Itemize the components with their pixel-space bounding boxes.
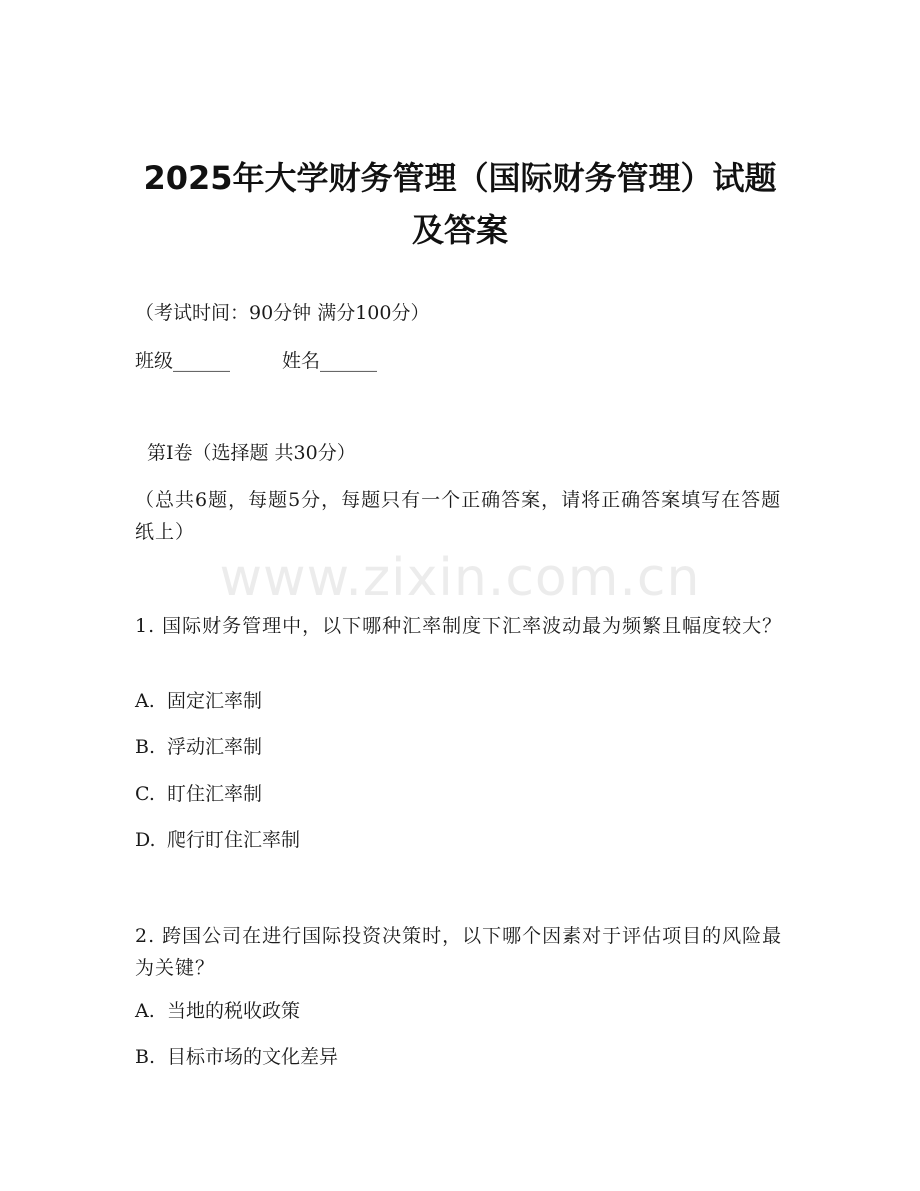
option-letter: D. (135, 829, 156, 851)
instructions: （总共6题，每题5分，每题只有一个正确答案，请将正确答案填写在答题纸上） (135, 489, 782, 543)
exam-info: （考试时间：90分钟 满分100分） (135, 302, 430, 324)
option-text: 浮动汇率制 (167, 736, 263, 758)
class-field: 班级______ (135, 350, 231, 372)
option-text: 盯住汇率制 (167, 783, 263, 805)
question-1-option-a (135, 685, 795, 717)
student-fields (135, 345, 795, 377)
option-letter: C. (135, 783, 155, 805)
question-1-option-d (135, 824, 795, 856)
document-title (100, 152, 820, 256)
section-title: 第Ⅰ卷（选择题 共30分） (147, 442, 356, 464)
question-2-option-a (135, 995, 795, 1027)
option-letter: A. (135, 1000, 155, 1022)
option-text: 目标市场的文化差异 (167, 1046, 339, 1068)
title-line-1: 2025年大学财务管理（国际财务管理）试题 (143, 159, 777, 197)
question-1-stem: 1. 国际财务管理中，以下哪种汇率制度下汇率波动最为频繁且幅度较大？ (135, 615, 783, 637)
option-letter: A. (135, 690, 155, 712)
watermark: www.zixin.com.cn (219, 548, 701, 608)
option-text: 固定汇率制 (167, 690, 263, 712)
question-1-option-b (135, 731, 795, 763)
option-text: 当地的税收政策 (167, 1000, 301, 1022)
title-line-2: 及答案 (411, 211, 508, 249)
name-field: 姓名______ (282, 350, 378, 372)
question-2-stem: 2. 跨国公司在进行国际投资决策时，以下哪个因素对于评估项目的风险最为关键？ (135, 925, 783, 979)
question-2-option-b (135, 1041, 795, 1073)
option-text: 爬行盯住汇率制 (167, 829, 301, 851)
question-1-option-c (135, 778, 795, 810)
option-letter: B. (135, 736, 156, 758)
option-letter: B. (135, 1046, 156, 1068)
